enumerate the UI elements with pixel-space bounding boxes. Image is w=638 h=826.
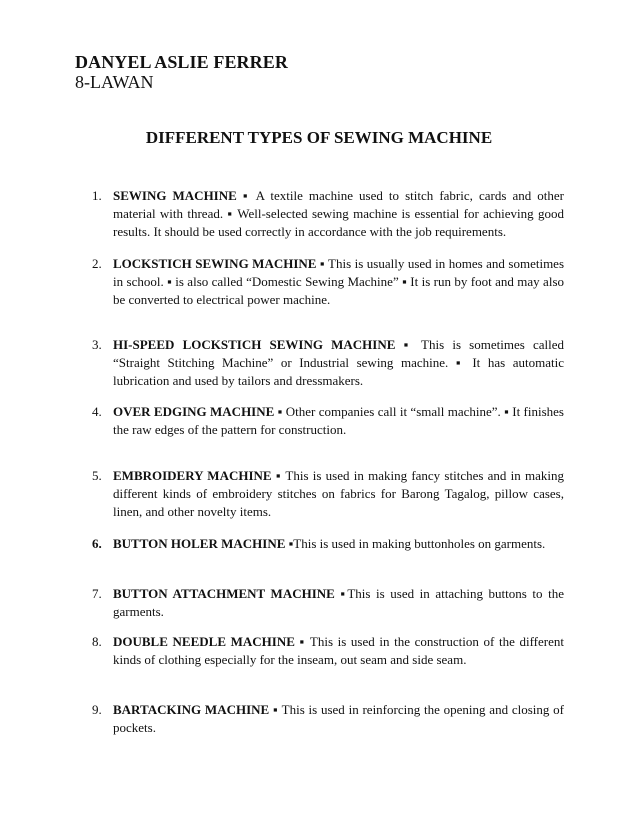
list-item-term: LOCKSTICH SEWING MACHINE ▪ [113, 256, 325, 271]
list-item-5 [92, 467, 564, 521]
list-item-term: DOUBLE NEEDLE MACHINE ▪ [113, 634, 306, 649]
list-item-body [113, 336, 564, 390]
list-item-number: 5. [92, 468, 102, 483]
list-item-term: SEWING MACHINE ▪ [113, 188, 251, 203]
list-item-term: EMBROIDERY MACHINE ▪ [113, 468, 282, 483]
list-item-number: 4. [92, 404, 102, 419]
list-item-number: 9. [92, 702, 102, 717]
list-item-term: BARTACKING MACHINE ▪ [113, 702, 279, 717]
list-item-term: OVER EDGING MACHINE ▪ [113, 404, 283, 419]
list-item-text: This is used in attaching buttons to the garments. [113, 586, 564, 619]
list-item-number: 7. [92, 586, 102, 601]
list-item-text: This is used in making buttonholes on garments. [293, 536, 546, 551]
list-item-number: 8. [92, 634, 102, 649]
list-item-body [113, 187, 564, 241]
list-item-8 [92, 633, 564, 669]
list-item-body [113, 633, 564, 669]
list-item-7 [92, 585, 564, 621]
list-item-text: This is used in reinforcing the opening and closing of pockets. [113, 702, 565, 735]
list-item-9 [92, 701, 564, 737]
list-item-body [113, 701, 564, 737]
list-item-term: BUTTON ATTACHMENT MACHINE ▪ [113, 586, 348, 601]
list-item-body [113, 255, 564, 309]
list-item-text: This is usually used in homes and sometimes in school. ▪ is also called “Domestic Sewing Machine” ▪ It is run by foot and may also be converted to electrical power machine. [113, 256, 565, 307]
list-item-3 [92, 336, 564, 390]
list-item-term: BUTTON HOLER MACHINE ▪ [113, 536, 294, 551]
list-item-body [113, 403, 564, 439]
document-title-text: DIFFERENT TYPES OF SEWING MACHINE [145, 128, 493, 147]
list-item-6 [92, 535, 564, 553]
list-item-number: 6. [92, 536, 102, 551]
list-item-body [113, 585, 564, 621]
list-item-number: 2. [92, 256, 102, 271]
author-section: 8-LAWAN [75, 72, 154, 92]
document-title [0, 128, 638, 148]
author-name: DANYEL ASLIE FERRER [75, 52, 288, 72]
list-item-text: A textile machine used to stitch fabric, cards and other material with thread. ▪ Well-selected sewing machine is essential for achieving good results. It should be used correctly in accordance with the job requirements. [113, 188, 564, 239]
list-item-term: HI-SPEED LOCKSTICH SEWING MACHINE ▪ [113, 337, 414, 352]
list-item-text: This is sometimes called “Straight Stitching Machine” or Industrial sewing machine. ▪ It has automatic lubrication and used by tailors and dressmakers. [113, 337, 564, 388]
list-item-number: 3. [92, 337, 102, 352]
list-item-text: This is used in the construction of the different kinds of clothing especially for the inseam, out seam and side seam. [113, 634, 564, 667]
list-item-text: This is used in making fancy stitches and in making different kinds of embroidery stitches on fabrics for Barong Tagalog, pillow cases, linen, and other novelty items. [113, 468, 564, 519]
list-item-4 [92, 403, 564, 439]
list-item-1 [92, 187, 564, 241]
list-item-text: Other companies call it “small machine”. ▪ It finishes the raw edges of the pattern for construction. [113, 404, 564, 437]
list-item-body [113, 467, 564, 521]
list-item-body [113, 535, 564, 553]
list-item-2 [92, 255, 564, 309]
list-item-number: 1. [92, 188, 102, 203]
